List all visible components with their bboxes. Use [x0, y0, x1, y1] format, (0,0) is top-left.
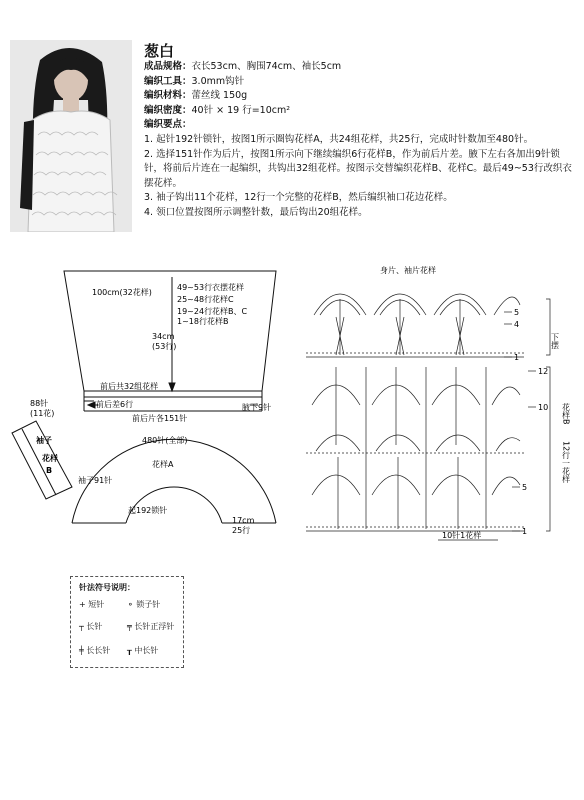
- legend-symbol: ┰: [127, 646, 132, 655]
- length-label: 34cm: [152, 332, 175, 341]
- sleeve-11-label: (11花): [30, 409, 55, 418]
- stitch-chart: [306, 294, 550, 540]
- each-151-label: 前后片各151针: [132, 414, 188, 423]
- legend-symbol: ⚬: [127, 600, 134, 609]
- rows-b-label: 1~18行花样B: [177, 317, 229, 326]
- row-10-marker: 10: [538, 403, 549, 412]
- start-192-label: 起192锁针: [128, 506, 168, 515]
- yoke-25-label: 25行: [232, 526, 251, 535]
- steps-heading-text: 编织要点：: [144, 119, 192, 131]
- front-back-total-label: 前后共32组花样: [100, 382, 159, 391]
- legend-label: 短针: [88, 600, 105, 609]
- legend-item: [79, 599, 104, 610]
- row-12-marker: 12: [538, 367, 549, 376]
- row-5b-marker: 5: [522, 483, 528, 492]
- row-1-marker: 1: [514, 353, 520, 362]
- step-2: 2. 选择151针作为后片，按图1所示向下继续编织6行花样B，作为前后片差。腋下左右各加出9针锁针，将前后片连在一起编织，共钩出32组花样。按图示交替编织花样B、花样C。最后49~53行改织衣摆花样。: [144, 148, 572, 189]
- underarm-label: 腋下9针: [242, 403, 272, 412]
- row-1b-marker: 1: [522, 527, 528, 536]
- spec-value: 衣长53cm、胸围74cm、袖长5cm: [191, 61, 342, 72]
- rows-hem-label: 49~53行衣摆花样: [177, 283, 245, 292]
- legend-item: [79, 621, 102, 632]
- rows-c-label: 25~48行花样C: [177, 295, 234, 304]
- hem-fans: [314, 294, 520, 315]
- spec-row: [144, 75, 574, 90]
- spec-label: 编织工具：: [144, 75, 192, 87]
- sleeve-88-label: 88针: [30, 399, 49, 408]
- yoke-480-label: 480针(全部): [142, 436, 188, 445]
- legend-item: [79, 645, 110, 656]
- legend-item: [127, 599, 160, 610]
- step-1: 1. 起针192针锁针，按图1所示圈钩花样A，共24组花样，共25行，完成时针数加至480针。: [144, 133, 534, 145]
- spec-value: 3.0mm钩针: [191, 75, 245, 87]
- legend-symbol: ╪: [79, 646, 84, 655]
- hem-label: 下摆: [550, 333, 560, 349]
- spec-row: [144, 89, 574, 104]
- legend-label: 锁子针: [136, 600, 161, 609]
- legend-label: 长针正浮针: [134, 622, 175, 631]
- row-4-marker: 4: [514, 320, 520, 329]
- legend-label: 中长针: [134, 646, 159, 655]
- spec-value: 40针 × 19 行=10cm²: [191, 104, 291, 116]
- model-illustration: [10, 40, 132, 232]
- sleeve-91-label: 袖子91针: [78, 476, 113, 485]
- twelve-rows-label: 12行一花样: [561, 441, 571, 484]
- legend-item: [127, 621, 174, 632]
- spec-block: [144, 60, 574, 221]
- legend-title: 针法符号说明：: [79, 583, 135, 592]
- spec-label: 成品规格：: [144, 61, 192, 72]
- pattern-b-label: 花样B: [561, 403, 571, 425]
- chain-rows: [306, 353, 524, 527]
- pattern-title: 葱白: [144, 42, 175, 60]
- length-rows-label: (53行): [152, 342, 177, 351]
- repeat-label: 10针1花样: [442, 531, 482, 540]
- diagram-area: [0, 255, 584, 545]
- yoke-17-label: 17cm: [232, 516, 255, 525]
- sleeve-b-label: B: [46, 466, 53, 475]
- spec-row: [144, 60, 574, 75]
- steps-heading: [144, 118, 574, 133]
- spec-value: 蕾丝线 150g: [191, 90, 248, 102]
- legend-symbol: +: [79, 600, 86, 609]
- pattern-a-label: 花样A: [152, 460, 174, 469]
- step-3: 3. 袖子钩出11个花样，12行一个完整的花样B，然后编织袖口花边花样。: [144, 192, 453, 204]
- stitch-columns-top: [336, 299, 464, 355]
- legend-item: [127, 645, 158, 656]
- front-back-diff-label: 前后差6行: [96, 400, 134, 409]
- legend-symbol: ┬: [79, 622, 84, 631]
- legend-symbol: ╤: [127, 622, 132, 631]
- row-5-marker: 5: [514, 308, 520, 317]
- model-photo: [10, 40, 132, 232]
- spec-label: 编织密度：: [144, 104, 192, 116]
- width-label: 100cm(32花样): [92, 288, 152, 297]
- spec-row: [144, 104, 574, 119]
- legend-label: 长针: [86, 622, 103, 631]
- spec-label: 编织材料：: [144, 90, 192, 102]
- chart-title: 身片、袖片花样: [380, 266, 436, 275]
- symbol-legend: [70, 576, 184, 668]
- stitch-motifs-middle: [312, 367, 520, 529]
- sleeve-pattern-label: 花样: [42, 454, 58, 463]
- step-4: 4. 领口位置按图所示调整针数，最后钩出20组花样。: [144, 206, 368, 218]
- legend-label: 长长针: [86, 646, 111, 655]
- rows-bc-label: 19~24行花样B、C: [177, 307, 248, 316]
- sleeve-label: 袖子: [36, 436, 52, 445]
